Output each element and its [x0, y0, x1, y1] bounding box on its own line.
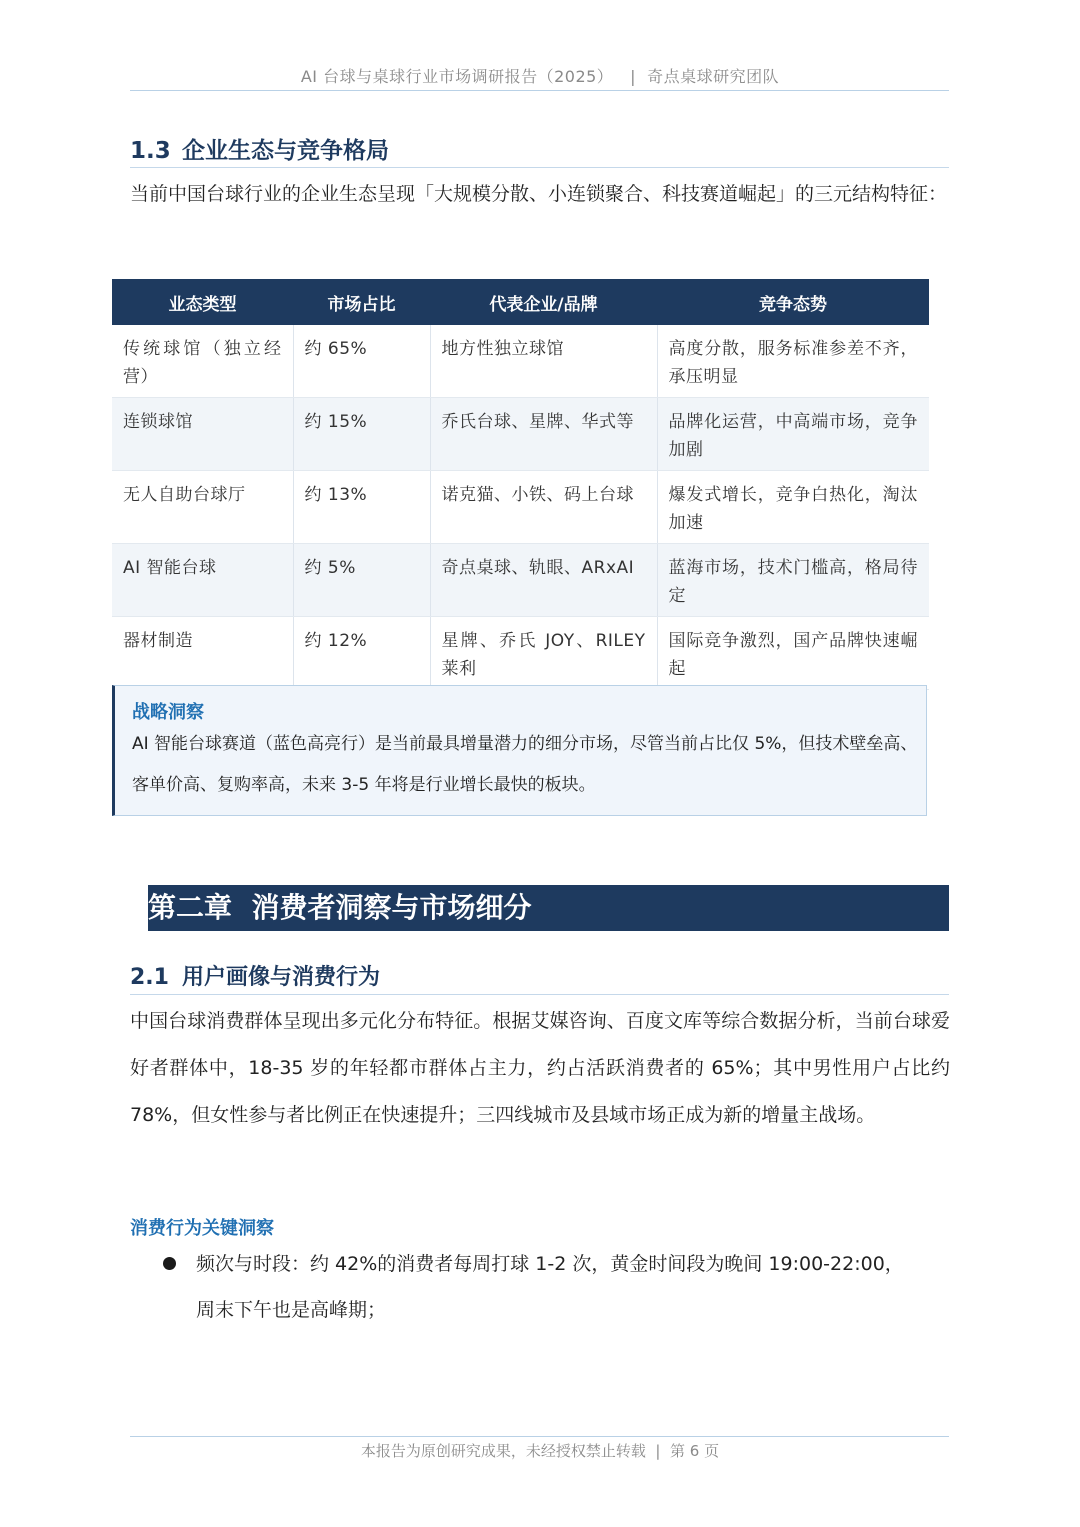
column-header: 代表企业/品牌: [430, 279, 657, 325]
cell-share: 约 65%: [293, 325, 430, 398]
cell-trend: 蓝海市场，技术门槛高，格局待定: [657, 544, 929, 617]
table-header-row: [112, 279, 929, 325]
column-header: 市场占比: [293, 279, 430, 325]
footer-divider: [130, 1436, 949, 1437]
table-row: [112, 617, 929, 690]
ecosystem-table: [112, 279, 929, 690]
cell-type: 连锁球馆: [112, 398, 293, 471]
section-body: 中国台球消费群体呈现出多元化分布特征。根据艾媒咨询、百度文库等综合数据分析，当前台球爱好者群体中，18-35 岁的年轻都市群体占主力，约占活跃消费者的 65%；其中男性用户占比约 78%，但女性参与者比例正在快速提升；三四线城市及县域市场正成为新的增量主战场。: [130, 1010, 950, 1126]
section-intro: 当前中国台球行业的企业生态呈现「大规模分散、小连锁聚合、科技赛道崛起」的三元结构特征：: [130, 183, 948, 205]
cell-brands: 地方性独立球馆: [430, 325, 657, 398]
chapter-title: 消费者洞察与市场细分: [251, 891, 532, 924]
table-row: [112, 471, 929, 544]
cell-trend: 高度分散，服务标准参差不齐，承压明显: [657, 325, 929, 398]
cell-share: 约 15%: [293, 398, 430, 471]
cell-share: 约 5%: [293, 544, 430, 617]
insight-title: 战略洞察: [132, 702, 204, 723]
copyright-notice: 本报告为原创研究成果，未经授权禁止转载: [360, 1442, 646, 1460]
section-number: 1.3: [130, 138, 171, 164]
team-name: 奇点桌球研究团队: [647, 67, 780, 86]
cell-share: 约 12%: [293, 617, 430, 690]
header-separator: |: [630, 67, 636, 86]
section-heading-2-1: [130, 960, 380, 991]
cell-brands: 乔氏台球、星牌、华式等: [430, 398, 657, 471]
cell-type: 器材制造: [112, 617, 293, 690]
cell-type: 无人自助台球厅: [112, 471, 293, 544]
chapter-number: 第二章: [148, 891, 233, 924]
section-heading-1-3: [130, 132, 389, 165]
cell-brands: 奇点桌球、轨眼、ARxAI: [430, 544, 657, 617]
section-number: 2.1: [130, 965, 169, 990]
running-header: [0, 64, 1080, 87]
report-title: AI 台球与桌球行业市场调研报告（2025）: [300, 67, 614, 86]
header-divider: [130, 90, 949, 91]
list-item-text: 频次与时段：约 42%的消费者每周打球 1-2 次，黄金时间段为晚间 19:00-22:00，周末下午也是高峰期；: [196, 1253, 904, 1321]
section-title: 用户画像与消费行为: [182, 965, 381, 990]
cell-share: 约 13%: [293, 471, 430, 544]
bullet-icon: [163, 1257, 176, 1270]
table-row: [112, 398, 929, 471]
cell-brands: 星牌、乔氏 JOY、RILEY 莱利: [430, 617, 657, 690]
page-footer: [0, 1440, 1080, 1461]
cell-trend: 品牌化运营，中高端市场，竞争加剧: [657, 398, 929, 471]
column-header: 竞争态势: [657, 279, 929, 325]
section-divider: [130, 994, 949, 995]
footer-separator: |: [655, 1442, 661, 1460]
section-divider: [130, 167, 949, 168]
insight-body: AI 智能台球赛道（蓝色高亮行）是当前最具增量潜力的细分市场，尽管当前占比仅 5%，但技术壁垒高、客单价高、复购率高，未来 3-5 年将是行业增长最快的板块。: [132, 734, 918, 795]
cell-type: 传统球馆（独立经营）: [112, 325, 293, 398]
table-row: [112, 325, 929, 398]
page-number: 第 6 页: [670, 1442, 720, 1460]
cell-trend: 爆发式增长，竞争白热化，淘汰加速: [657, 471, 929, 544]
cell-brands: 诺克猫、小铁、码上台球: [430, 471, 657, 544]
strategic-insight-box: [112, 685, 927, 816]
subheading-consumer-insight: 消费行为关键洞察: [130, 1218, 274, 1239]
column-header: 业态类型: [112, 279, 293, 325]
cell-trend: 国际竞争激烈，国产品牌快速崛起: [657, 617, 929, 690]
section-title: 企业生态与竞争格局: [182, 138, 389, 164]
chapter-banner: [148, 885, 949, 931]
cell-type: AI 智能台球: [112, 544, 293, 617]
table-row: [112, 544, 929, 617]
